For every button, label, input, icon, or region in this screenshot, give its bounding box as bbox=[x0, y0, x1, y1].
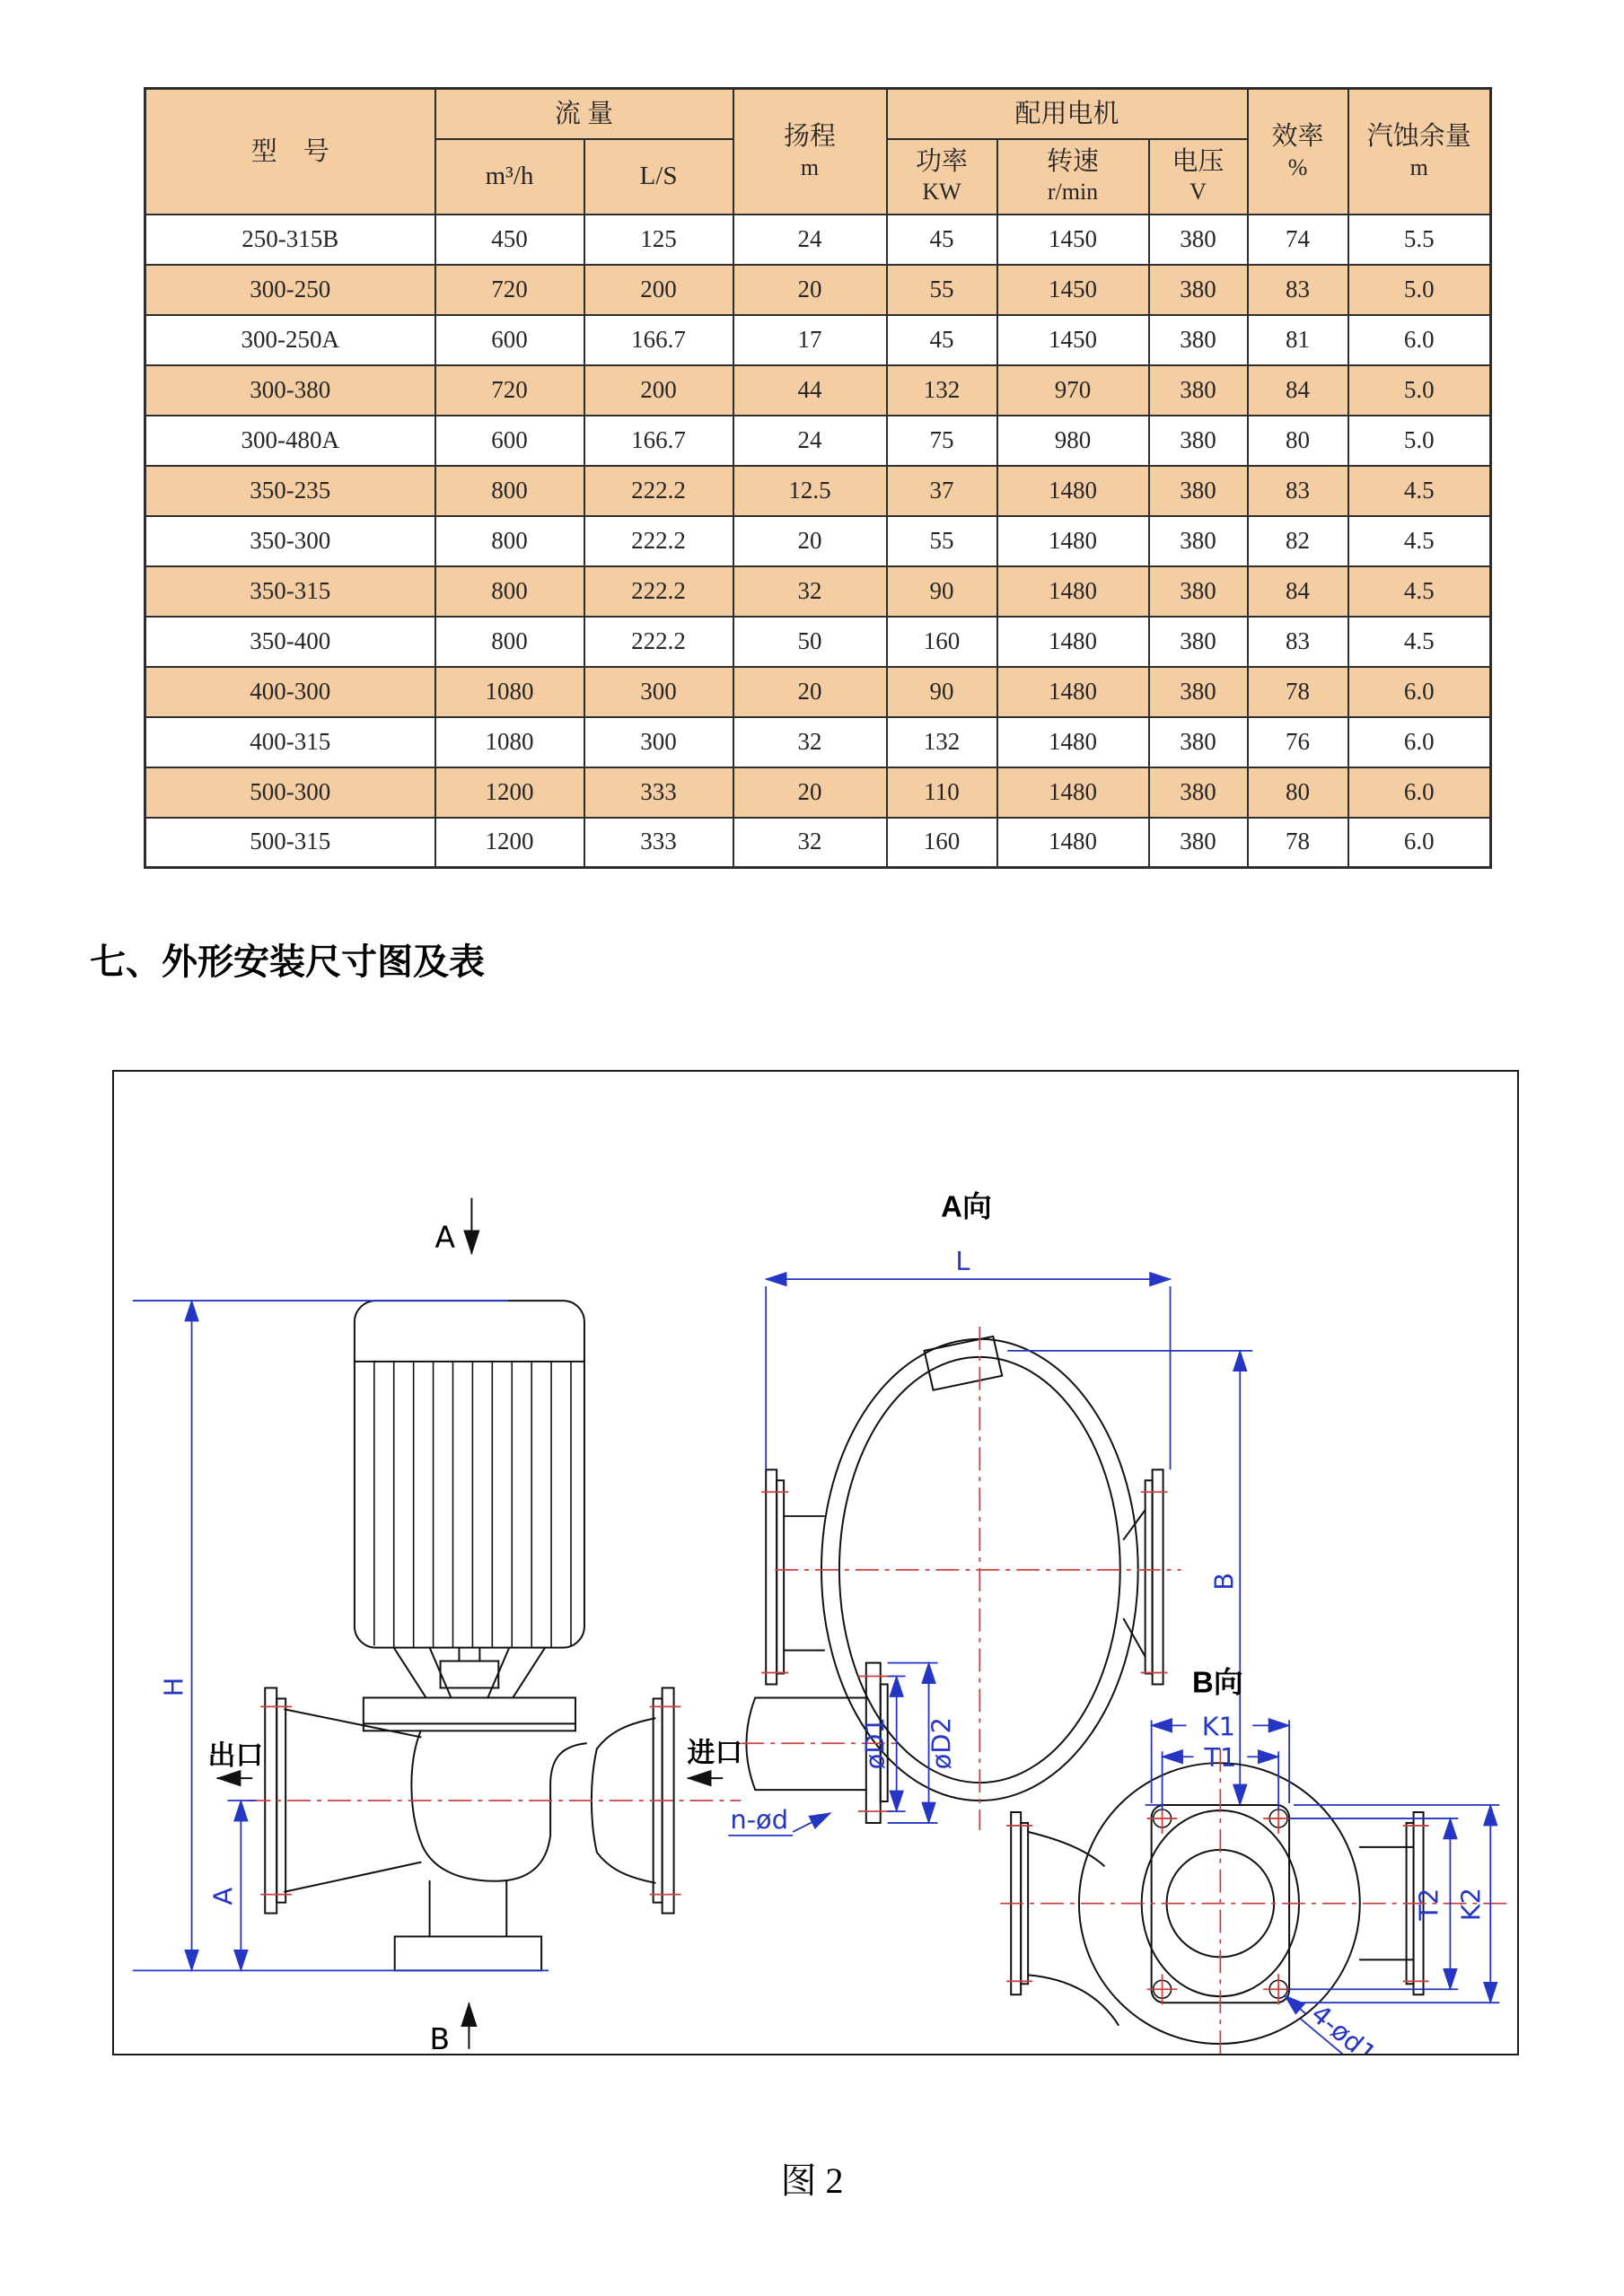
cell: 800 bbox=[435, 516, 584, 566]
dim-b-label: B bbox=[1208, 1573, 1240, 1591]
voltage-label: 电压 bbox=[1172, 147, 1225, 177]
view-a-left-flange bbox=[766, 1469, 824, 1684]
head-label: 扬程 bbox=[784, 122, 837, 152]
cell: 32 bbox=[733, 818, 887, 868]
cell: 980 bbox=[997, 416, 1149, 466]
cell: 380 bbox=[1149, 566, 1248, 617]
cell: 222.2 bbox=[584, 566, 733, 617]
cell: 74 bbox=[1248, 215, 1348, 265]
cell: 6.0 bbox=[1348, 315, 1491, 365]
cell: 400-300 bbox=[145, 667, 435, 717]
cell: 160 bbox=[887, 617, 997, 667]
table-row bbox=[145, 516, 1491, 566]
cell: 37 bbox=[887, 466, 997, 516]
cell: 4.5 bbox=[1348, 617, 1491, 667]
cell: 20 bbox=[733, 516, 887, 566]
cell: 110 bbox=[887, 767, 997, 818]
cell: 1450 bbox=[997, 315, 1149, 365]
cell: 1480 bbox=[997, 818, 1149, 868]
pump-casing bbox=[285, 1709, 654, 1970]
cell: 200 bbox=[584, 365, 733, 416]
cell: 5.0 bbox=[1348, 365, 1491, 416]
cell: 300-250A bbox=[145, 315, 435, 365]
cell: 380 bbox=[1149, 265, 1248, 315]
cell: 350-315 bbox=[145, 566, 435, 617]
bolt-holes-b-label: 4-ød1 bbox=[1305, 1998, 1383, 2054]
cell: 300 bbox=[584, 717, 733, 767]
speed-label: 转速 bbox=[1047, 147, 1100, 177]
view-arrow-b-label: B bbox=[429, 2021, 451, 2054]
cell: 600 bbox=[435, 315, 584, 365]
table-row bbox=[145, 215, 1491, 265]
cell: 1480 bbox=[997, 667, 1149, 717]
col-header-ls: L/S bbox=[584, 139, 733, 215]
section-heading: 七、外形安装尺寸图及表 bbox=[90, 942, 485, 982]
npsh-label: 汽蚀余量 bbox=[1366, 122, 1471, 152]
cell: 300-480A bbox=[145, 416, 435, 466]
cell: 300-250 bbox=[145, 265, 435, 315]
dim-k2-label: K2 bbox=[1455, 1887, 1487, 1922]
cell: 333 bbox=[584, 818, 733, 868]
cell: 1480 bbox=[997, 717, 1149, 767]
table-row bbox=[145, 416, 1491, 466]
cell: 24 bbox=[733, 416, 887, 466]
cell: 20 bbox=[733, 767, 887, 818]
cell: 1450 bbox=[997, 215, 1149, 265]
cell: 166.7 bbox=[584, 416, 733, 466]
col-header-model: 型 号 bbox=[145, 89, 435, 215]
dimension-drawing-frame bbox=[112, 1070, 1519, 2055]
cell: 4.5 bbox=[1348, 566, 1491, 617]
cell: 1200 bbox=[435, 767, 584, 818]
cell: 20 bbox=[733, 265, 887, 315]
cell: 1080 bbox=[435, 667, 584, 717]
table-row bbox=[145, 365, 1491, 416]
npsh-unit: m bbox=[1409, 153, 1428, 180]
cell: 166.7 bbox=[584, 315, 733, 365]
cell: 200 bbox=[584, 265, 733, 315]
cell: 44 bbox=[733, 365, 887, 416]
table-row bbox=[145, 566, 1491, 617]
dim-l-label: L bbox=[955, 1246, 970, 1277]
cell: 250-315B bbox=[145, 215, 435, 265]
motor-outline bbox=[355, 1301, 584, 1648]
cell: 81 bbox=[1248, 315, 1348, 365]
cell: 84 bbox=[1248, 365, 1348, 416]
cell: 83 bbox=[1248, 617, 1348, 667]
cell: 380 bbox=[1149, 767, 1248, 818]
flange-detail bbox=[728, 1663, 956, 1836]
coupling-lantern bbox=[364, 1648, 575, 1731]
eff-label: 效率 bbox=[1271, 122, 1324, 152]
cell: 380 bbox=[1149, 416, 1248, 466]
dim-t1-label: T1 bbox=[1204, 1742, 1237, 1774]
cell: 1450 bbox=[997, 265, 1149, 315]
cell: 6.0 bbox=[1348, 767, 1491, 818]
dim-a bbox=[207, 1801, 256, 1970]
cell: 380 bbox=[1149, 516, 1248, 566]
col-header-flow-group: 流 量 bbox=[435, 89, 733, 139]
cell: 380 bbox=[1149, 466, 1248, 516]
cell: 380 bbox=[1149, 215, 1248, 265]
cell: 90 bbox=[887, 667, 997, 717]
cell: 80 bbox=[1248, 416, 1348, 466]
cell: 380 bbox=[1149, 617, 1248, 667]
cell: 222.2 bbox=[584, 617, 733, 667]
voltage-unit: V bbox=[1189, 179, 1207, 206]
figure-caption: 图 2 bbox=[780, 2160, 844, 2201]
cell: 1480 bbox=[997, 566, 1149, 617]
cell: 6.0 bbox=[1348, 818, 1491, 868]
dim-k1-label: K1 bbox=[1201, 1711, 1236, 1742]
head-unit: m bbox=[800, 153, 820, 180]
cell: 83 bbox=[1248, 265, 1348, 315]
pump-spec-table bbox=[144, 87, 1492, 869]
table-row bbox=[145, 265, 1491, 315]
cell: 1480 bbox=[997, 617, 1149, 667]
table-row bbox=[145, 315, 1491, 365]
dim-h-label: H bbox=[158, 1677, 189, 1697]
col-header-m3h: m³/h bbox=[435, 139, 584, 215]
cell: 720 bbox=[435, 365, 584, 416]
cell: 800 bbox=[435, 617, 584, 667]
cell: 5.0 bbox=[1348, 416, 1491, 466]
cell: 222.2 bbox=[584, 516, 733, 566]
bolt-holes-callout-b bbox=[1285, 1994, 1390, 2054]
cell: 17 bbox=[733, 315, 887, 365]
speed-unit: r/min bbox=[1047, 179, 1099, 206]
cell: 600 bbox=[435, 416, 584, 466]
cell: 380 bbox=[1149, 667, 1248, 717]
cell: 222.2 bbox=[584, 466, 733, 516]
outlet-label: 出口 bbox=[207, 1740, 264, 1772]
cell: 1480 bbox=[997, 767, 1149, 818]
cell: 55 bbox=[887, 265, 997, 315]
cell: 32 bbox=[733, 566, 887, 617]
view-a-title: A向 bbox=[941, 1189, 992, 1223]
cell: 80 bbox=[1248, 767, 1348, 818]
cell: 32 bbox=[733, 717, 887, 767]
cell: 380 bbox=[1149, 315, 1248, 365]
view-b-title: B向 bbox=[1192, 1665, 1243, 1699]
cell: 83 bbox=[1248, 466, 1348, 516]
cell: 800 bbox=[435, 566, 584, 617]
cell: 6.0 bbox=[1348, 667, 1491, 717]
cell: 20 bbox=[733, 667, 887, 717]
cell: 300 bbox=[584, 667, 733, 717]
cell: 24 bbox=[733, 215, 887, 265]
dim-d2-label: øD2 bbox=[926, 1717, 957, 1770]
table-row bbox=[145, 617, 1491, 667]
pump-dimension-drawing bbox=[114, 1072, 1517, 2054]
dim-a-label: A bbox=[207, 1887, 239, 1906]
cell: 76 bbox=[1248, 717, 1348, 767]
cell: 75 bbox=[887, 416, 997, 466]
cell: 1480 bbox=[997, 516, 1149, 566]
cell: 160 bbox=[887, 818, 997, 868]
cell: 720 bbox=[435, 265, 584, 315]
table-row bbox=[145, 466, 1491, 516]
cell: 4.5 bbox=[1348, 516, 1491, 566]
cell: 800 bbox=[435, 466, 584, 516]
cell: 350-400 bbox=[145, 617, 435, 667]
cell: 78 bbox=[1248, 818, 1348, 868]
dim-h bbox=[133, 1301, 549, 1970]
dim-d1-label: øD1 bbox=[859, 1717, 891, 1770]
dim-t2-label: T2 bbox=[1413, 1888, 1444, 1921]
col-header-power bbox=[887, 139, 997, 215]
cell: 970 bbox=[997, 365, 1149, 416]
power-label: 功率 bbox=[916, 147, 969, 177]
cell: 132 bbox=[887, 365, 997, 416]
front-view bbox=[133, 1198, 742, 2054]
cell: 1480 bbox=[997, 466, 1149, 516]
cell: 90 bbox=[887, 566, 997, 617]
bolt-holes-callout bbox=[728, 1804, 830, 1836]
cell: 450 bbox=[435, 215, 584, 265]
table-row bbox=[145, 717, 1491, 767]
power-unit: KW bbox=[922, 179, 961, 206]
table-row bbox=[145, 818, 1491, 868]
cell: 45 bbox=[887, 315, 997, 365]
cell: 350-235 bbox=[145, 466, 435, 516]
cell: 1200 bbox=[435, 818, 584, 868]
col-header-speed bbox=[997, 139, 1149, 215]
cell: 6.0 bbox=[1348, 717, 1491, 767]
cell: 350-300 bbox=[145, 516, 435, 566]
junction-box bbox=[925, 1336, 1003, 1390]
eff-unit: % bbox=[1287, 153, 1308, 180]
col-header-head bbox=[733, 89, 887, 215]
cell: 500-300 bbox=[145, 767, 435, 818]
cell: 132 bbox=[887, 717, 997, 767]
cell: 500-315 bbox=[145, 818, 435, 868]
cell: 12.5 bbox=[733, 466, 887, 516]
cell: 82 bbox=[1248, 516, 1348, 566]
cell: 78 bbox=[1248, 667, 1348, 717]
cell: 380 bbox=[1149, 365, 1248, 416]
cell: 5.5 bbox=[1348, 215, 1491, 265]
cell: 5.0 bbox=[1348, 265, 1491, 315]
cell: 50 bbox=[733, 617, 887, 667]
cell: 333 bbox=[584, 767, 733, 818]
view-arrow-a-label: A bbox=[435, 1219, 456, 1255]
cell: 400-315 bbox=[145, 717, 435, 767]
col-header-voltage bbox=[1149, 139, 1248, 215]
bolt-holes-label: n-ød bbox=[730, 1803, 789, 1835]
col-header-motor-group: 配用电机 bbox=[887, 89, 1248, 139]
view-a bbox=[761, 1189, 1252, 1830]
table-row bbox=[145, 767, 1491, 818]
cell: 45 bbox=[887, 215, 997, 265]
cell: 125 bbox=[584, 215, 733, 265]
col-header-npsh bbox=[1348, 89, 1491, 215]
view-a-right-flange bbox=[1124, 1469, 1163, 1684]
cell: 300-380 bbox=[145, 365, 435, 416]
cell: 84 bbox=[1248, 566, 1348, 617]
cell: 1080 bbox=[435, 717, 584, 767]
inlet-label: 进口 bbox=[687, 1737, 743, 1769]
cell: 380 bbox=[1149, 717, 1248, 767]
cell: 4.5 bbox=[1348, 466, 1491, 516]
cell: 55 bbox=[887, 516, 997, 566]
view-b-left-flange bbox=[1011, 1812, 1119, 2025]
cell: 380 bbox=[1149, 818, 1248, 868]
table-row bbox=[145, 667, 1491, 717]
col-header-efficiency bbox=[1248, 89, 1348, 215]
